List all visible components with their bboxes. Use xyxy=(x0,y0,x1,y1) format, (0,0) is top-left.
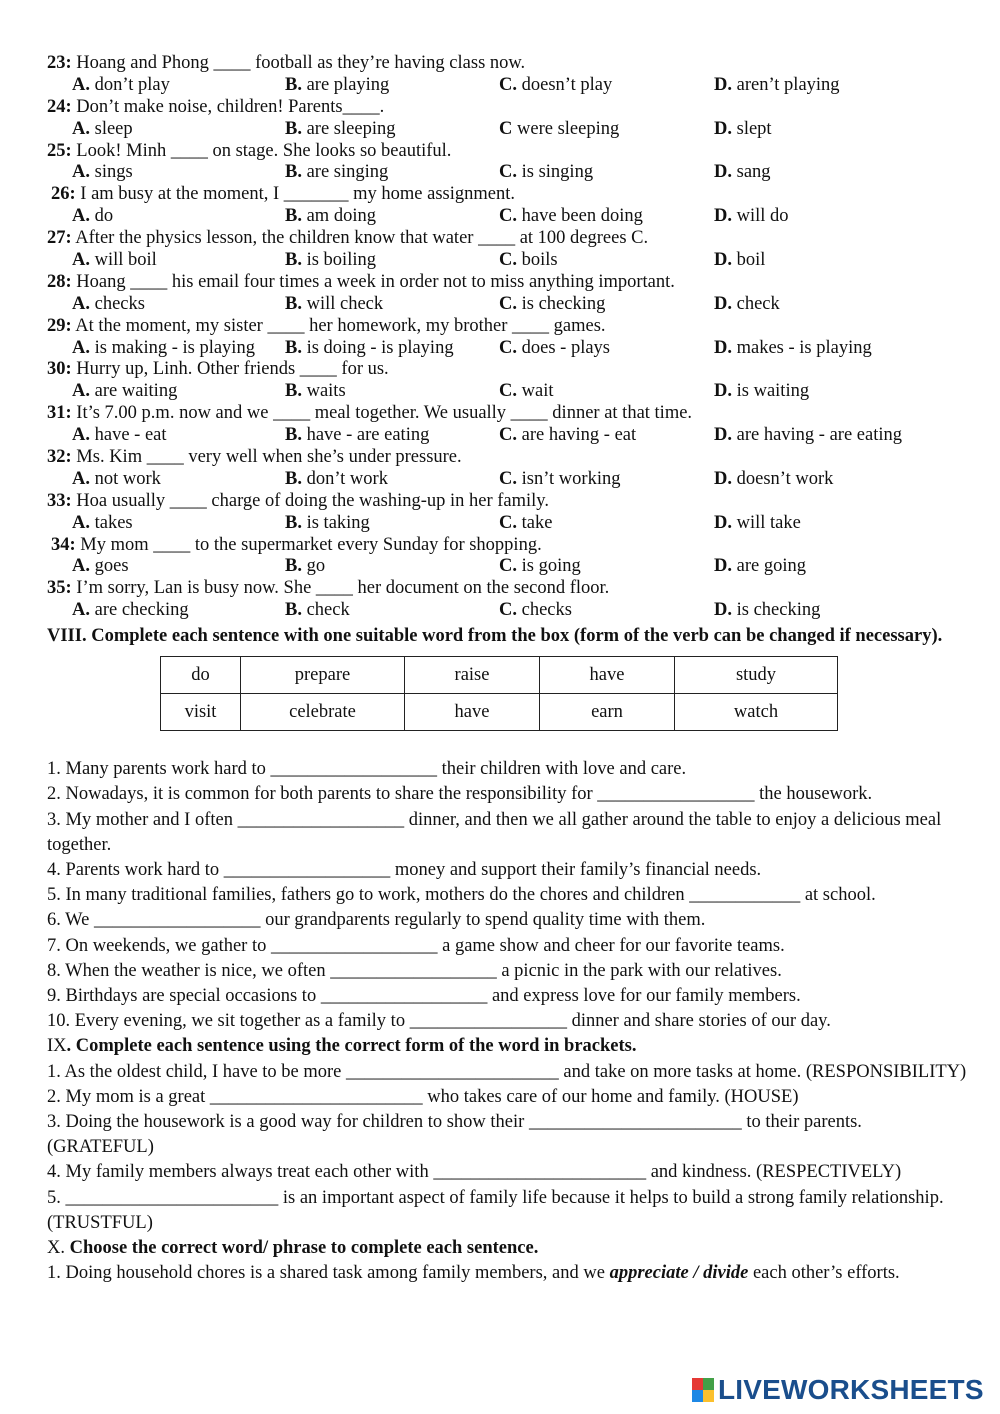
answer-option[interactable] xyxy=(72,469,161,491)
option-letter: C. xyxy=(499,512,517,533)
option-text: is singing xyxy=(521,162,594,183)
question-stem xyxy=(47,316,967,338)
option-letter: D. xyxy=(714,206,732,227)
answer-option[interactable] xyxy=(714,338,872,360)
section-viii-heading: VIII. Complete each sentence with one suitable word from the box (form of the verb can be changed if necessary). xyxy=(47,626,943,647)
option-letter: A. xyxy=(72,293,90,314)
option-text: is checking xyxy=(736,600,821,621)
answer-option[interactable] xyxy=(499,162,593,184)
answer-option[interactable] xyxy=(714,556,806,578)
question-number: 28: xyxy=(47,271,72,292)
answer-options xyxy=(47,294,967,316)
option-text: don’t work xyxy=(306,468,388,489)
answer-option[interactable] xyxy=(72,556,129,578)
word-box-cell: study xyxy=(675,657,838,694)
option-letter: A. xyxy=(72,118,90,139)
word-box xyxy=(160,656,838,731)
exercise-item[interactable]: 3. Doing the housework is a good way for children to show their _______________________ to their parents. (GRATEFUL) xyxy=(47,1112,862,1158)
worksheet-page xyxy=(47,53,967,1286)
option-text: doesn’t play xyxy=(521,74,613,95)
answer-option[interactable] xyxy=(72,206,113,228)
option-text: is checking xyxy=(521,293,606,314)
answer-option[interactable] xyxy=(499,600,572,622)
answer-options xyxy=(47,469,967,491)
option-text: does - plays xyxy=(521,337,610,358)
word-box-cell: have xyxy=(405,694,540,731)
option-text: will take xyxy=(736,512,801,533)
exercise-item[interactable]: 10. Every evening, we sit together as a family to _________________ dinner and share stories of our day. xyxy=(47,1011,831,1032)
question-number: 27: xyxy=(47,228,72,249)
option-letter: C. xyxy=(499,381,517,402)
option-text: are waiting xyxy=(94,381,178,402)
section-ix-title: . Complete each sentence using the correct form of the word in brackets. xyxy=(66,1036,637,1057)
answer-option[interactable] xyxy=(285,206,376,228)
section-viii-items xyxy=(47,757,967,1034)
question-stem xyxy=(47,184,967,206)
question-text: Don’t make noise, children! Parents____. xyxy=(76,96,385,117)
option-text: not work xyxy=(94,468,161,489)
answer-option[interactable] xyxy=(499,294,605,316)
option-text: check xyxy=(736,293,780,314)
option-letter: A. xyxy=(72,74,90,95)
word-box-cell: have xyxy=(540,657,675,694)
answer-option[interactable] xyxy=(499,119,619,141)
question-number: 30: xyxy=(47,359,72,380)
question-number: 31: xyxy=(47,403,72,424)
option-letter: B. xyxy=(285,600,302,621)
question-stem xyxy=(47,491,967,513)
question-stem xyxy=(47,578,967,600)
option-letter: B. xyxy=(285,381,302,402)
option-text: have been doing xyxy=(521,206,643,227)
choice-options[interactable]: appreciate / divide xyxy=(609,1263,749,1284)
answer-option[interactable] xyxy=(714,469,833,491)
exercise-item[interactable]: 1. Many parents work hard to __________________ their children with love and care. xyxy=(47,759,687,780)
answer-option[interactable] xyxy=(72,425,167,447)
option-text: are having - eat xyxy=(521,425,637,446)
question-text: Hoang ____ his email four times a week in order not to miss anything important. xyxy=(76,271,675,292)
answer-option[interactable] xyxy=(714,381,809,403)
answer-option[interactable] xyxy=(72,119,133,141)
answer-option[interactable] xyxy=(285,294,383,316)
option-letter: A. xyxy=(72,250,90,271)
answer-options xyxy=(47,250,967,272)
exercise-item[interactable]: 7. On weekends, we gather to __________________ a game show and cheer for our favorite teams. xyxy=(47,935,785,956)
option-text: goes xyxy=(94,556,129,577)
exercise-item[interactable]: 4. My family members always treat each other with _______________________ and kindness. (RESPECTIVELY) xyxy=(47,1162,902,1183)
exercise-item[interactable]: 2. Nowadays, it is common for both parents to share the responsibility for _________________ the housework. xyxy=(47,784,873,805)
option-text: is going xyxy=(521,556,581,577)
answer-option[interactable] xyxy=(499,556,581,578)
answer-option[interactable] xyxy=(285,162,388,184)
question-number: 24: xyxy=(47,96,72,117)
word-box-cell: celebrate xyxy=(241,694,405,731)
answer-option[interactable] xyxy=(72,513,133,535)
option-letter: D. xyxy=(714,162,732,183)
logo-block xyxy=(703,1378,714,1390)
exercise-item[interactable]: 2. My mom is a great _______________________ who takes care of our home and family. (HOUSE) xyxy=(47,1086,799,1107)
option-letter: B. xyxy=(285,512,302,533)
exercise-item[interactable]: 8. When the weather is nice, we often __________________ a picnic in the park with our relatives. xyxy=(47,960,782,981)
option-text: waits xyxy=(306,381,346,402)
answer-options xyxy=(47,206,967,228)
question-text: Hoang and Phong ____ football as they’re having class now. xyxy=(76,53,526,73)
question-stem xyxy=(47,359,967,381)
option-letter: C xyxy=(499,118,513,139)
option-text: are singing xyxy=(306,162,389,183)
option-text: sleep xyxy=(94,118,133,139)
answer-option[interactable] xyxy=(499,513,552,535)
option-text: is boiling xyxy=(306,250,376,271)
word-box-cell: earn xyxy=(540,694,675,731)
exercise-item[interactable]: 1. As the oldest child, I have to be more _______________________ and take on more tasks at home. (RESPONSIBILITY) xyxy=(47,1061,967,1082)
answer-option[interactable] xyxy=(499,250,558,272)
answer-option[interactable] xyxy=(285,513,370,535)
answer-option[interactable] xyxy=(714,600,820,622)
mcq-section xyxy=(47,53,967,622)
question-text: After the physics lesson, the children know that water ____ at 100 degrees C. xyxy=(75,228,649,249)
option-text: takes xyxy=(94,512,133,533)
answer-option[interactable] xyxy=(285,469,388,491)
logo-text: LIVEWORKSHEETS xyxy=(718,1374,984,1405)
question-number: 34: xyxy=(51,534,76,555)
option-letter: A. xyxy=(72,337,90,358)
item-text: each other’s efforts. xyxy=(748,1263,900,1284)
option-text: are checking xyxy=(94,600,189,621)
option-letter: C. xyxy=(499,600,517,621)
option-text: checks xyxy=(94,293,145,314)
answer-option[interactable] xyxy=(72,250,157,272)
option-text: have - eat xyxy=(94,425,167,446)
option-letter: D. xyxy=(714,250,732,271)
option-text: checks xyxy=(521,600,572,621)
question-stem xyxy=(47,228,967,250)
option-letter: B. xyxy=(285,250,302,271)
answer-option[interactable] xyxy=(285,556,325,578)
option-text: will boil xyxy=(94,250,157,271)
section-ix-heading xyxy=(47,1034,967,1059)
question-text: It’s 7.00 p.m. now and we ____ meal together. We usually ____ dinner at that time. xyxy=(76,403,693,424)
option-letter: C. xyxy=(499,162,517,183)
answer-option[interactable] xyxy=(499,206,643,228)
option-text: boils xyxy=(521,250,558,271)
option-text: sings xyxy=(94,162,133,183)
option-letter: C. xyxy=(499,206,517,227)
option-letter: C. xyxy=(499,556,517,577)
exercise-item[interactable]: 4. Parents work hard to __________________ money and support their family’s financial needs. xyxy=(47,859,762,880)
option-letter: B. xyxy=(285,162,302,183)
answer-option[interactable] xyxy=(285,75,389,97)
option-text: aren’t playing xyxy=(736,74,840,95)
answer-options xyxy=(47,381,967,403)
answer-options xyxy=(47,75,967,97)
question-text: My mom ____ to the supermarket every Sunday for shopping. xyxy=(80,534,542,555)
option-text: will check xyxy=(306,293,384,314)
option-letter: A. xyxy=(72,468,90,489)
exercise-item[interactable]: 3. My mother and I often __________________ dinner, and then we all gather around the table to enjoy a delicious meal together. xyxy=(47,809,942,855)
option-letter: B. xyxy=(285,337,302,358)
logo-block xyxy=(692,1390,703,1402)
option-text: sang xyxy=(736,162,771,183)
answer-option[interactable] xyxy=(285,250,376,272)
answer-option[interactable] xyxy=(714,513,801,535)
option-text: is waiting xyxy=(736,381,810,402)
question-stem xyxy=(47,97,967,119)
option-text: slept xyxy=(736,118,772,139)
option-letter: D. xyxy=(714,600,732,621)
word-box-cell: do xyxy=(161,657,241,694)
option-text: boil xyxy=(736,250,766,271)
question-number: 25: xyxy=(47,140,72,161)
option-letter: C. xyxy=(499,425,517,446)
question-text: Look! Minh ____ on stage. She looks so beautiful. xyxy=(76,140,452,161)
question-stem xyxy=(47,272,967,294)
option-letter: D. xyxy=(714,468,732,489)
answer-option[interactable] xyxy=(714,206,789,228)
word-box-row xyxy=(161,694,838,731)
option-letter: A. xyxy=(72,556,90,577)
option-letter: C. xyxy=(499,293,517,314)
option-text: am doing xyxy=(306,206,376,227)
answer-option[interactable] xyxy=(285,119,395,141)
question-stem xyxy=(47,53,967,75)
option-letter: B. xyxy=(285,74,302,95)
option-text: go xyxy=(306,556,326,577)
option-text: take xyxy=(521,512,553,533)
question-stem xyxy=(47,535,967,557)
logo-block xyxy=(703,1390,714,1402)
option-letter: A. xyxy=(72,600,90,621)
answer-option[interactable] xyxy=(499,381,553,403)
option-text: makes - is playing xyxy=(736,337,872,358)
question-text: Hoa usually ____ charge of doing the washing-up in her family. xyxy=(76,490,549,511)
option-letter: C. xyxy=(499,468,517,489)
answer-options xyxy=(47,600,967,622)
exercise-item xyxy=(47,1261,967,1286)
answer-option[interactable] xyxy=(714,75,840,97)
option-text: were sleeping xyxy=(517,118,620,139)
option-letter: D. xyxy=(714,381,732,402)
answer-option[interactable] xyxy=(499,469,620,491)
question-number: 35: xyxy=(47,578,72,599)
answer-option[interactable] xyxy=(285,338,454,360)
item-text: 1. Doing household chores is a shared task among family members, and we xyxy=(47,1263,610,1284)
option-letter: A. xyxy=(72,512,90,533)
option-letter: B. xyxy=(285,206,302,227)
answer-option[interactable] xyxy=(72,294,145,316)
answer-options xyxy=(47,513,967,535)
answer-option[interactable] xyxy=(285,425,429,447)
option-text: isn’t working xyxy=(521,468,621,489)
option-text: are having - are eating xyxy=(736,425,903,446)
answer-options xyxy=(47,338,967,360)
option-letter: A. xyxy=(72,425,90,446)
option-text: don’t play xyxy=(94,74,170,95)
question-text: Ms. Kim ____ very well when she’s under pressure. xyxy=(76,447,462,468)
option-letter: D. xyxy=(714,512,732,533)
answer-option[interactable] xyxy=(499,75,612,97)
question-text: I am busy at the moment, I _______ my home assignment. xyxy=(80,184,515,205)
option-text: doesn’t work xyxy=(736,468,834,489)
section-x-roman: X. xyxy=(47,1238,65,1259)
section-ix-items xyxy=(47,1060,967,1236)
option-text: will do xyxy=(736,206,789,227)
section-x-title: Choose the correct word/ phrase to complete each sentence. xyxy=(69,1238,539,1259)
question-number: 23: xyxy=(47,53,72,73)
option-letter: D. xyxy=(714,337,732,358)
question-text: I’m sorry, Lan is busy now. She ____ her document on the second floor. xyxy=(76,578,610,599)
option-letter: A. xyxy=(72,381,90,402)
option-letter: B. xyxy=(285,293,302,314)
option-text: are playing xyxy=(306,74,390,95)
answer-option[interactable] xyxy=(714,294,780,316)
option-letter: B. xyxy=(285,556,302,577)
answer-option[interactable] xyxy=(72,162,133,184)
option-letter: D. xyxy=(714,74,732,95)
option-text: do xyxy=(94,206,114,227)
option-letter: C. xyxy=(499,337,517,358)
option-text: is taking xyxy=(306,512,370,533)
question-number: 32: xyxy=(47,447,72,468)
question-number: 26: xyxy=(51,184,76,205)
option-letter: C. xyxy=(499,74,517,95)
question-stem xyxy=(47,403,967,425)
section-x-heading xyxy=(47,1236,967,1261)
question-text: Hurry up, Linh. Other friends ____ for us. xyxy=(76,359,389,380)
option-text: are sleeping xyxy=(306,118,396,139)
option-letter: D. xyxy=(714,425,732,446)
option-text: are going xyxy=(736,556,806,577)
answer-option[interactable] xyxy=(72,381,177,403)
answer-options xyxy=(47,119,967,141)
exercise-item[interactable]: 5. In many traditional families, fathers go to work, mothers do the chores and children ____________ at school. xyxy=(47,885,876,906)
answer-options xyxy=(47,162,967,184)
answer-option[interactable] xyxy=(285,600,350,622)
option-letter: B. xyxy=(285,118,302,139)
option-text: is making - is playing xyxy=(94,337,255,358)
option-text: have - are eating xyxy=(306,425,430,446)
option-letter: A. xyxy=(72,206,90,227)
question-stem xyxy=(47,141,967,163)
option-text: check xyxy=(306,600,350,621)
option-text: is doing - is playing xyxy=(306,337,454,358)
word-box-cell: watch xyxy=(675,694,838,731)
section-ix-roman: IX xyxy=(47,1036,67,1057)
answer-option[interactable] xyxy=(72,75,170,97)
answer-option[interactable] xyxy=(499,425,636,447)
logo-block xyxy=(692,1378,703,1390)
question-stem xyxy=(47,447,967,469)
liveworksheets-logo xyxy=(692,1375,984,1405)
exercise-item[interactable]: 9. Birthdays are special occasions to __________________ and express love for our family members. xyxy=(47,985,801,1006)
answer-option[interactable] xyxy=(714,425,902,447)
question-number: 33: xyxy=(47,490,72,511)
answer-options xyxy=(47,425,967,447)
option-letter: A. xyxy=(72,162,90,183)
exercise-item[interactable]: 6. We __________________ our grandparents regularly to spend quality time with them. xyxy=(47,910,706,931)
answer-option[interactable] xyxy=(714,250,765,272)
option-letter: D. xyxy=(714,293,732,314)
answer-option[interactable] xyxy=(285,381,346,403)
question-text: At the moment, my sister ____ her homework, my brother ____ games. xyxy=(75,315,606,336)
option-text: wait xyxy=(521,381,554,402)
option-letter: D. xyxy=(714,556,732,577)
answer-options xyxy=(47,556,967,578)
answer-option[interactable] xyxy=(714,119,772,141)
word-box-cell: prepare xyxy=(241,657,405,694)
answer-option[interactable] xyxy=(72,338,255,360)
option-letter: B. xyxy=(285,468,302,489)
word-box-cell: raise xyxy=(405,657,540,694)
question-number: 29: xyxy=(47,315,72,336)
answer-option[interactable] xyxy=(72,600,189,622)
option-letter: C. xyxy=(499,250,517,271)
answer-option[interactable] xyxy=(499,338,610,360)
option-letter: B. xyxy=(285,425,302,446)
answer-option[interactable] xyxy=(714,162,771,184)
logo-blocks-icon xyxy=(692,1378,714,1402)
exercise-item[interactable]: 5. _______________________ is an important aspect of family life because it helps to build a strong family relationship. (TRUSTFUL) xyxy=(47,1187,944,1233)
word-box-row xyxy=(161,657,838,694)
word-box-cell: visit xyxy=(161,694,241,731)
option-letter: D. xyxy=(714,118,732,139)
